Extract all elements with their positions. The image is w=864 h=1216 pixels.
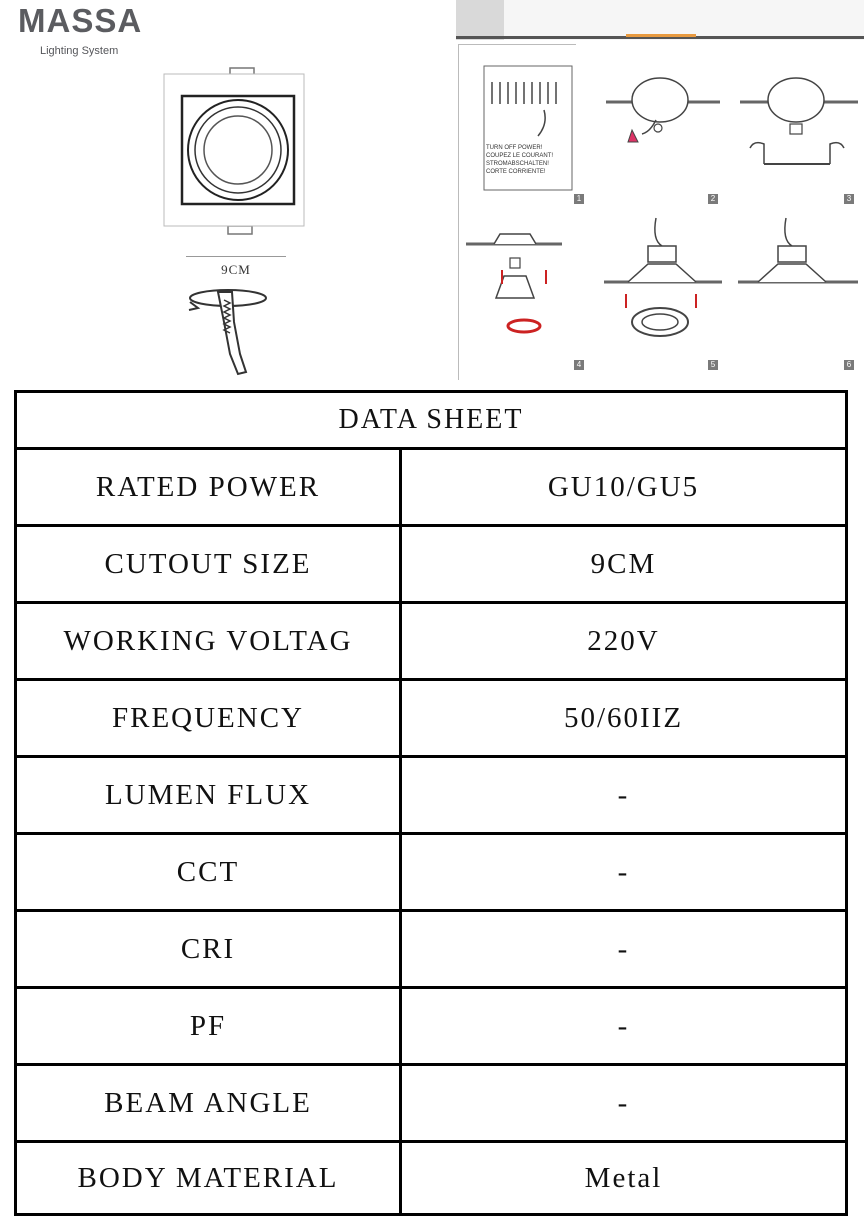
table-row (17, 527, 845, 604)
step-6-panel (734, 214, 864, 374)
spec-value: - (617, 932, 630, 965)
table-row (17, 1066, 845, 1143)
spec-value: - (617, 1009, 630, 1042)
table-row (17, 681, 845, 758)
spec-label: LUMEN FLUX (17, 758, 402, 832)
step-number: 6 (844, 360, 854, 370)
step-1-panel (458, 44, 588, 204)
spec-value: 50/60IIZ (563, 701, 684, 734)
step-number: 4 (574, 360, 584, 370)
power-off-note: TURN OFF POWER! COUPEZ LE COURANT! STROMABSCHALTEN! CORTE CORRIENTE! (486, 145, 554, 175)
spec-label: FREQUENCY (17, 681, 402, 755)
step-2-panel (598, 44, 728, 204)
installation-steps (458, 44, 864, 380)
step-5-panel (598, 214, 728, 374)
spec-value: 220V (587, 624, 660, 657)
spec-label: RATED POWER (17, 450, 402, 524)
installed-fixture-icon (734, 214, 864, 364)
cutout-dimension-label: 9CM (221, 262, 251, 277)
banner-image (456, 0, 864, 40)
table-row (17, 912, 845, 989)
step-number: 5 (708, 360, 718, 370)
table-row (17, 604, 845, 681)
data-sheet-table (14, 390, 848, 1216)
spec-value: - (617, 1086, 630, 1119)
table-row (17, 1143, 845, 1213)
table-row (17, 450, 845, 527)
spec-label: WORKING VOLTAG (17, 604, 402, 678)
dimension-line (186, 256, 286, 257)
table-row (17, 989, 845, 1066)
clip-bending-icon (734, 44, 864, 194)
table-row (17, 835, 845, 912)
brand-tagline: Lighting System (40, 45, 119, 57)
spec-label: CRI (17, 912, 402, 986)
lamp-insert-icon (458, 214, 578, 364)
spec-label: BODY MATERIAL (17, 1143, 402, 1213)
spec-value: GU10/GU5 (547, 470, 700, 503)
step-3-panel (734, 44, 864, 204)
spec-value: Metal (584, 1161, 663, 1194)
ceiling-wiring-icon (598, 44, 728, 194)
product-drawing (160, 66, 310, 236)
brand-logo (18, 4, 142, 57)
spec-label: PF (17, 989, 402, 1063)
step-4-panel (458, 214, 588, 374)
spec-label: CCT (17, 835, 402, 909)
step-number: 3 (844, 194, 854, 204)
fixture-mount-icon (598, 214, 728, 364)
spec-label: CUTOUT SIZE (17, 527, 402, 601)
table-row (17, 758, 845, 835)
step-number: 1 (574, 194, 584, 204)
data-sheet-title: DATA SHEET (17, 393, 845, 450)
brand-name: MASSA (18, 2, 143, 39)
spec-value: - (617, 778, 630, 811)
spec-label: BEAM ANGLE (17, 1066, 402, 1140)
spec-value: 9CM (590, 547, 657, 580)
spring-clip-icon (180, 282, 280, 382)
step-number: 2 (708, 194, 718, 204)
spec-value: - (617, 855, 630, 888)
